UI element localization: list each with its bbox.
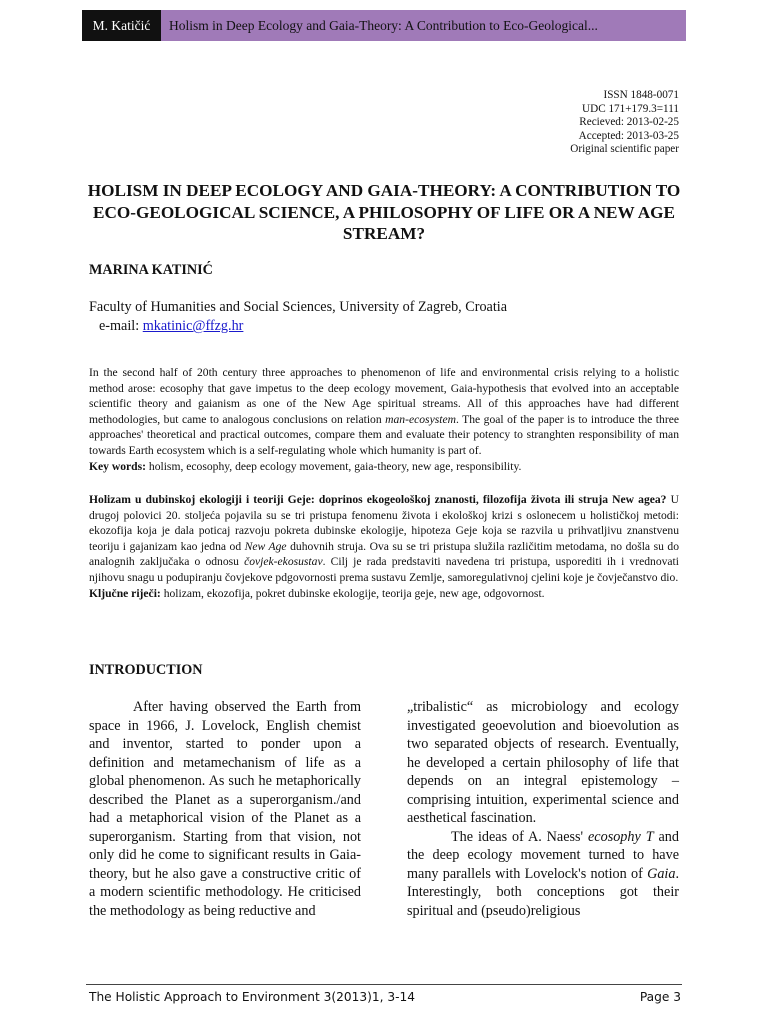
keywords-hr (89, 586, 679, 602)
article-meta (570, 89, 679, 157)
abstract-hr-text (89, 492, 679, 586)
author-name: MARINA KATINIĆ (89, 262, 213, 278)
abstract-en-text (89, 365, 679, 459)
intro-p3-part-c: . Interestingly, both conceptions got their spiritual and (pseudo)religious (407, 865, 679, 919)
footer-journal: The Holistic Approach to Environment 3(2013)1, 3-14 (89, 990, 416, 1004)
intro-column-right (407, 698, 679, 920)
intro-paragraph-2: „tribalistic“ as microbiology and ecology investigated geoevolution and bioevolution as two separated objects of research. Eventually, he developed a certain philosophy of life that depends on an integral epistemology – comprising intuition, experimental science and aesthetical fascination. (407, 699, 679, 826)
footer-divider (86, 984, 682, 985)
footer-page-number: Page 3 (639, 990, 681, 1004)
header-title: Holism in Deep Ecology and Gaia-Theory: A Contribution to Eco-Geological... (161, 10, 686, 41)
issn: ISSN 1848-0071 (603, 89, 679, 101)
abstract-hr-part-3: . Cilj je rada predstaviti navedena tri pristupa, usporediti ih i vrednovati njihovu snagu u podupiranju čovjekove pdgovornosti prema sustavu Zemlje, samoregulativnoj cjelini koje je čovječanstvo dio. (89, 555, 679, 584)
email-link[interactable]: mkatinic@ffzg.hr (142, 318, 244, 334)
keywords-en-list: holism, ecosophy, deep ecology movement, gaia-theory, new age, responsibility. (146, 459, 522, 473)
abstract-en-term: man-ecosystem (385, 412, 456, 426)
running-header (82, 10, 686, 41)
abstract-hr-term-1: New Age (244, 539, 287, 553)
received-date: Recieved: 2013-02-25 (579, 116, 679, 129)
abstract-hr-part-1: U drugoj polovici 20. stoljeća pojavila su se tri pristupa fenomenu života i ekološkoj krizi s oslonecem u holističkoj metodi: ekozofija koja je dala poticaj razvoju pokreta dubinske ekologije, hipoteza Geje koja se razvila u prihvatljivu znanstvenu teoriju i gajanizam kao jedna od (89, 493, 679, 553)
keywords-en-label: Key words: (89, 459, 146, 473)
accepted-date: Accepted: 2013-03-25 (578, 129, 679, 142)
paper-type: Original scientific paper (570, 143, 679, 156)
intro-column-left (89, 698, 361, 920)
keywords-en (89, 459, 679, 475)
section-heading-introduction: INTRODUCTION (89, 662, 203, 678)
abstract-hr-part-2: duhovnih struja. Ova su se tri pristupa služila različitim metodama, no došla su do analognih zaključaka o odnosu (89, 539, 680, 569)
institution: Faculty of Humanities and Social Sciences, University of Zagreb, Croatia (89, 299, 508, 315)
intro-paragraph-3 (407, 828, 679, 921)
abstract-en-part-1: In the second half of 20th century three approaches to phenomenon of life and environmental crisis relying to a holistic method arose: ecosophy that gave impetus to the deep ecology movement, Gaia-hypothesis that evolved into an acceptable scientific theory and gaianism as one of the New Age spiritual streams. All of this approaches have had different methodologies, but came to analogous conclusions on relation (89, 366, 679, 426)
abstract-en-part-2: . The goal of the paper is to introduce the three approaches' theoretical and practical outcomes, compare them and evaluate their potency to stranghten responsibility of man towards Earth ecosystem which is a self-regulating whole which humanity is part of. (89, 412, 679, 457)
intro-p3-term-gaia: Gaia (647, 865, 676, 882)
paper-title: HOLISM IN DEEP ECOLOGY AND GAIA-THEORY: A CONTRIBUTION TO ECO-GEOLOGICAL SCIENCE, A PHILOSOPHY OF LIFE OR A NEW AGE STREAM? (87, 181, 681, 243)
intro-p3-term-ecosophy: ecosophy T (588, 828, 654, 845)
abstract-english (89, 365, 679, 474)
intro-paragraph-1: After having observed the Earth from space in 1966, J. Lovelock, English chemist and inventor, started to ponder upon a definition and metamechanism of life as a global phenomenon. As such he metaphorically described the Planet as a superorganism./and had a metaphorical vision of the Planet as a superorganism. Starting from that vision, not only did he come to significant results in Gaia-theory, but he also gave a constructive critic of a modern scientific methodology. He criticised the methodology as being reductive and (89, 699, 361, 919)
affiliation (89, 298, 507, 336)
header-author: M. Katičić (82, 10, 161, 41)
page-footer (89, 990, 681, 1004)
email-label: e-mail: (99, 318, 143, 334)
keywords-hr-list: holizam, ekozofija, pokret dubinske ekologije, teorija geje, new age, odgovornost. (160, 586, 545, 600)
abstract-hr-term-2: čovjek-ekosustav (244, 555, 323, 569)
intro-p3-part-b: and the deep ecology movement turned to have many parallels with Lovelock's notion of (407, 828, 679, 882)
abstract-croatian (89, 492, 679, 601)
keywords-hr-label: Ključne riječi: (89, 586, 161, 600)
udc: UDC 171+179.3=111 (582, 102, 679, 115)
email-line (89, 317, 507, 336)
intro-p3-part-a: The ideas of A. Naess' (451, 828, 588, 845)
abstract-hr-title: Holizam u dubinskoj ekologiji i teoriji Geje: doprinos ekogeološkoj znanosti, filozofija života ili struja New agea? (89, 493, 667, 506)
